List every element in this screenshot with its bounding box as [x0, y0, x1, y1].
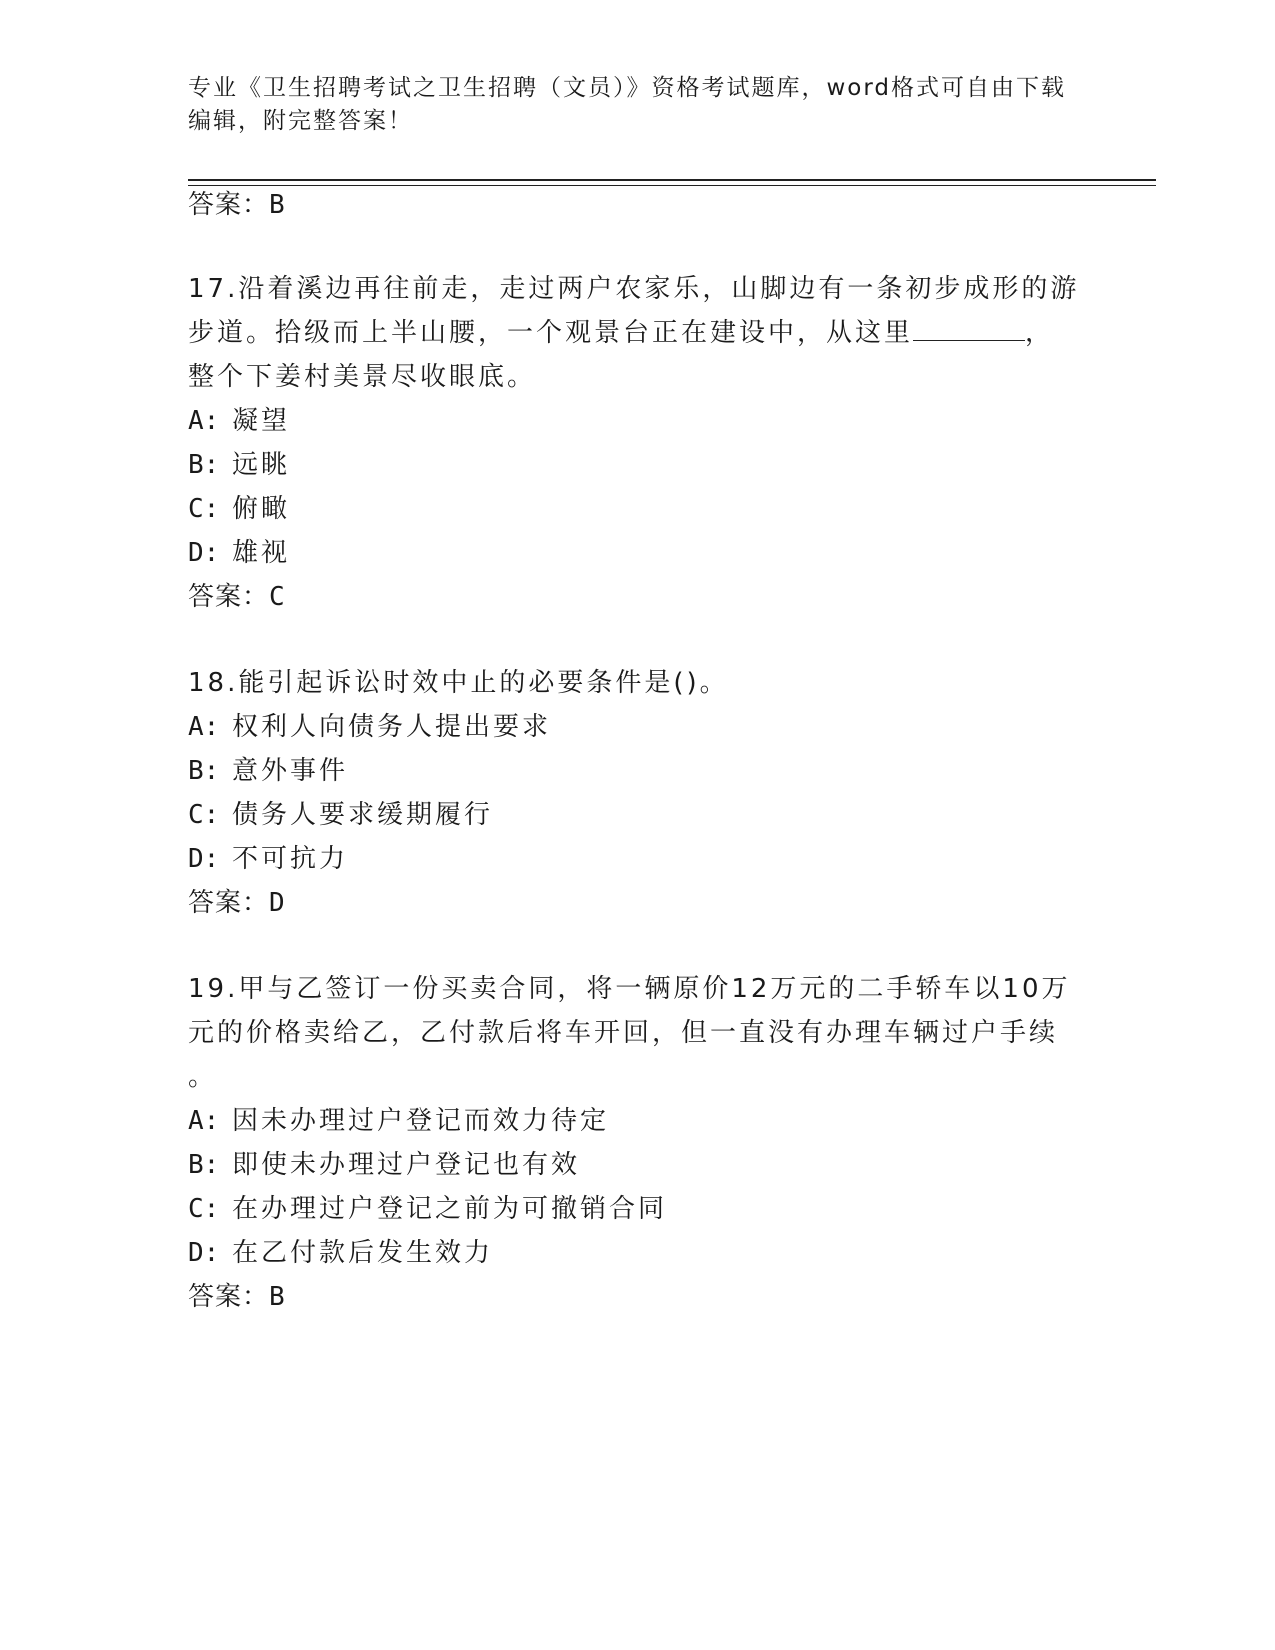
option-text: 不可抗力: [232, 844, 349, 874]
fill-in-blank: [913, 316, 1025, 341]
option-letter: C:: [188, 1194, 220, 1224]
option-letter: C:: [188, 800, 220, 830]
previous-answer: [188, 188, 286, 222]
question-17-line-2: [188, 316, 1054, 350]
question-19-line-1: 19.甲与乙签订一份买卖合同，将一辆原价12万元的二手轿车以10万: [188, 974, 1071, 1004]
answer-value: B: [269, 190, 286, 220]
option-letter: B:: [188, 756, 220, 786]
option-a: [188, 710, 551, 744]
option-text: 因未办理过户登记而效力待定: [232, 1106, 610, 1136]
question-17-line-2-comma: ，: [1025, 318, 1055, 348]
option-letter: C:: [188, 494, 220, 524]
option-text: 俯瞰: [232, 494, 291, 524]
option-text: 在办理过户登记之前为可撤销合同: [232, 1194, 668, 1224]
option-letter: B:: [188, 1150, 220, 1180]
header-line-1: 专业《卫生招聘考试之卫生招聘（文员）》资格考试题库，word格式可自由下载: [188, 75, 1067, 101]
option-letter: A:: [188, 1106, 220, 1136]
option-c: [188, 798, 493, 832]
option-c: [188, 1192, 667, 1226]
question-17-line-3: 整个下姜村美景尽收眼底。: [188, 362, 537, 392]
option-letter: A:: [188, 406, 220, 436]
question-19-line-3: 。: [188, 1062, 218, 1092]
header-line-2: 编辑，附完整答案！: [188, 108, 413, 134]
option-text: 权利人向债务人提出要求: [232, 712, 552, 742]
header-divider-thin: [188, 185, 1156, 186]
option-text: 意外事件: [232, 756, 349, 786]
option-text: 远眺: [232, 450, 291, 480]
question-17-line-2-text: 步道。拾级而上半山腰，一个观景台正在建设中，从这里: [188, 318, 914, 348]
option-a: [188, 1104, 609, 1138]
answer-value: C: [269, 582, 286, 612]
answer-value: B: [269, 1282, 286, 1312]
option-letter: D:: [188, 844, 220, 874]
question-17-answer: [188, 580, 286, 614]
option-d: [188, 1236, 493, 1270]
option-a: [188, 404, 290, 438]
answer-label: 答案：: [188, 888, 270, 918]
option-b: [188, 1148, 580, 1182]
answer-label: 答案：: [188, 190, 270, 220]
option-letter: D:: [188, 538, 220, 568]
option-text: 债务人要求缓期履行: [232, 800, 494, 830]
answer-label: 答案：: [188, 1282, 270, 1312]
option-b: [188, 448, 290, 482]
option-text: 在乙付款后发生效力: [232, 1238, 494, 1268]
answer-value: D: [269, 888, 286, 918]
question-18-answer: [188, 886, 286, 920]
option-d: [188, 842, 348, 876]
option-c: [188, 492, 290, 526]
question-19-answer: [188, 1280, 286, 1314]
option-d: [188, 536, 290, 570]
question-17-line-1: 17.沿着溪边再往前走，走过两户农家乐，山脚边有一条初步成形的游: [188, 274, 1080, 304]
option-text: 即使未办理过户登记也有效: [232, 1150, 581, 1180]
question-19-line-2: 元的价格卖给乙，乙付款后将车开回，但一直没有办理车辆过户手续: [188, 1018, 1059, 1048]
option-letter: D:: [188, 1238, 220, 1268]
question-18-line-1: 18.能引起诉讼时效中止的必要条件是()。: [188, 668, 729, 698]
option-text: 凝望: [232, 406, 291, 436]
header-divider-thick: [188, 179, 1156, 181]
document-header: [188, 72, 1088, 138]
option-b: [188, 754, 348, 788]
option-letter: A:: [188, 712, 220, 742]
answer-label: 答案：: [188, 582, 270, 612]
option-letter: B:: [188, 450, 220, 480]
option-text: 雄视: [232, 538, 291, 568]
